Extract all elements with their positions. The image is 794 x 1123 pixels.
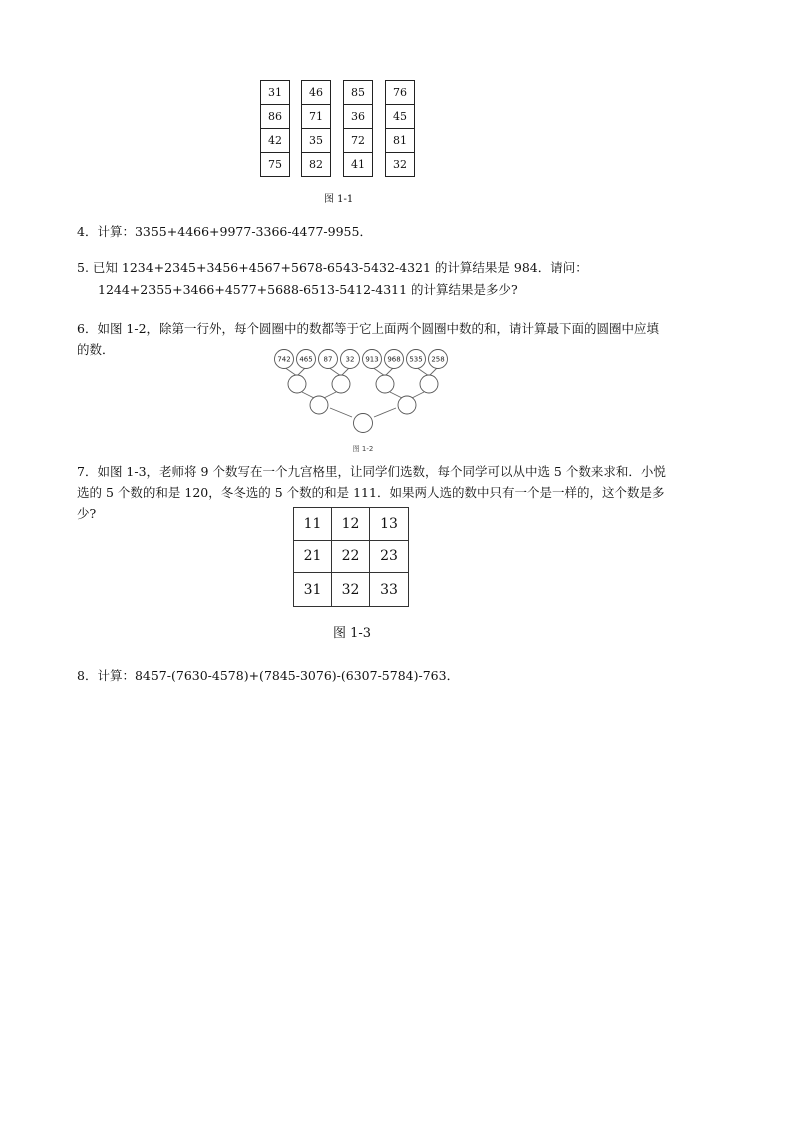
- tree-circle-row3: [310, 396, 328, 414]
- tree-top-value: 968: [387, 355, 401, 364]
- figure1-cell: 82: [309, 158, 323, 171]
- figure1-cell: 85: [344, 81, 372, 105]
- tree-circle-row2: [376, 375, 394, 393]
- grid-cell: 13: [370, 508, 408, 541]
- tree-top-value: 535: [409, 355, 423, 364]
- figure1-cell: 71: [302, 105, 330, 129]
- figure1-column-4: [385, 80, 415, 177]
- figure1-cell: 32: [393, 158, 407, 171]
- tree-top-value: 87: [323, 355, 333, 364]
- grid-cell: 33: [380, 581, 398, 598]
- tree-top-value: 465: [299, 355, 313, 364]
- question-7-line-3: 少?: [77, 506, 97, 521]
- figure3-caption: 图 1-3: [333, 626, 372, 641]
- figure1-cell: 41: [351, 158, 365, 171]
- grid-cell: 23: [370, 541, 408, 574]
- figure1-cell: 81: [386, 129, 414, 153]
- figure1-column-1: [260, 80, 290, 177]
- tree-top-value: 258: [431, 355, 445, 364]
- grid-cell: 22: [332, 541, 370, 574]
- question-8: 8．计算：8457-(7630-4578)+(7845-3076)-(6307-5784)-763．: [77, 668, 460, 683]
- grid-cell: 11: [294, 508, 332, 541]
- question-6-line-2: 的数．: [77, 342, 115, 357]
- question-4: 4．计算：3355+4466+9977-3366-4477-9955．: [77, 224, 372, 239]
- question-5-line-2: 1244+2355+3466+4577+5688-6513-5412-4311 的计算结果是多少?: [98, 282, 518, 297]
- figure1-cell: 31: [261, 81, 289, 105]
- question-6-line-1: 6．如图 1-2，除第一行外，每个圆圈中的数都等于它上面两个圆圈中数的和，请计算最下面的圆圈中应填: [77, 321, 660, 336]
- tree-top-value: 742: [277, 355, 291, 364]
- tree-circle-row2: [420, 375, 438, 393]
- grid-cell: 31: [294, 573, 332, 606]
- question-7-line-2: 选的 5 个数的和是 120，冬冬选的 5 个数的和是 111．如果两人选的数中只有一个是一样的，这个数是多: [77, 485, 665, 500]
- figure1-cell: 42: [261, 129, 289, 153]
- figure1-cell: 86: [261, 105, 289, 129]
- grid-cell: 32: [332, 573, 370, 606]
- grid-cell: 21: [294, 541, 332, 574]
- figure3-grid: [293, 507, 409, 607]
- figure1-cell: 72: [344, 129, 372, 153]
- figure1-cell: 35: [302, 129, 330, 153]
- figure2-caption: 图 1-2: [352, 445, 374, 453]
- tree-top-value: 913: [365, 355, 379, 364]
- figure2-tree-diagram: [270, 345, 480, 457]
- figure1-cell: 46: [302, 81, 330, 105]
- grid-cell: 12: [332, 508, 370, 541]
- figure1-cell: 45: [386, 105, 414, 129]
- figure1-cell: 75: [268, 158, 282, 171]
- question-5-line-1: 5. 已知 1234+2345+3456+4567+5678-6543-5432-4321 的计算结果是 984．请问：: [77, 260, 588, 275]
- tree-circle-bottom: [354, 414, 373, 433]
- figure1-cell: 36: [344, 105, 372, 129]
- figure1-caption: 图 1-1: [324, 194, 354, 205]
- tree-circle-row2: [288, 375, 306, 393]
- question-7-line-1: 7．如图 1-3，老师将 9 个数写在一个九宫格里，让同学们选数，每个同学可以从中选 5 个数来求和．小悦: [77, 464, 666, 479]
- tree-top-value: 32: [345, 355, 355, 364]
- tree-circle-row3: [398, 396, 416, 414]
- figure1-column-2: [301, 80, 331, 177]
- figure1-cell: 76: [386, 81, 414, 105]
- figure1-column-3: [343, 80, 373, 177]
- tree-circle-row2: [332, 375, 350, 393]
